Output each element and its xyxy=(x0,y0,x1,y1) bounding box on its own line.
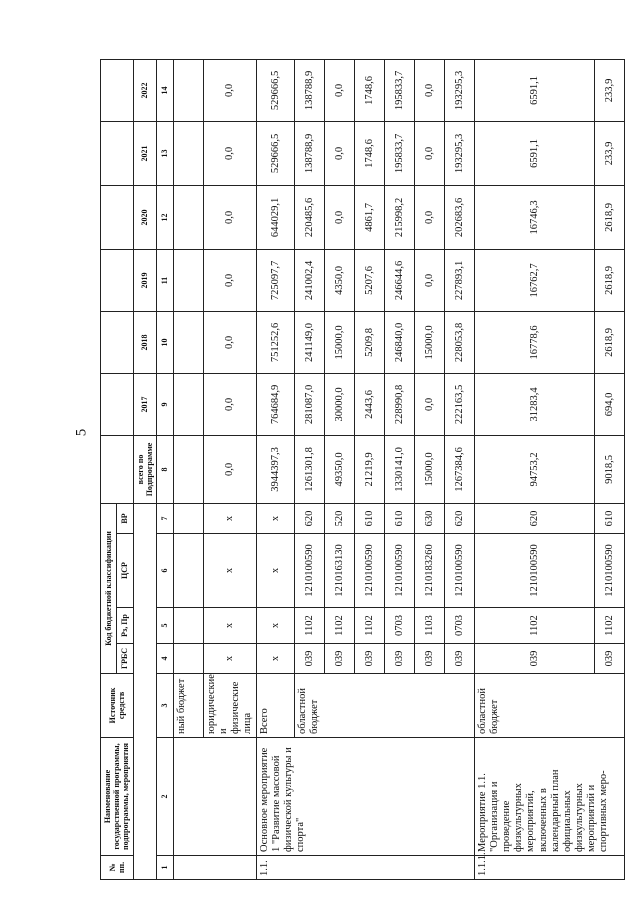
row-vr: 630 xyxy=(415,503,445,533)
row-csr: 1210100590 xyxy=(445,534,475,608)
row-vr: 620 xyxy=(295,503,325,533)
header-year-2018-top xyxy=(101,311,134,373)
column-index: 9 xyxy=(156,373,173,435)
table-row xyxy=(257,59,295,879)
row-value xyxy=(173,185,203,249)
row-value: 0,0 xyxy=(325,121,355,185)
row-value: 138788,9 xyxy=(295,121,325,185)
row-number: 1.1. xyxy=(257,856,475,880)
row-number: 1.1.1. xyxy=(475,856,625,880)
row-value: 233,9 xyxy=(595,59,625,121)
row-value: 16746,3 xyxy=(475,185,595,249)
row-source: ный бюджет xyxy=(173,674,203,738)
row-value: 0,0 xyxy=(415,59,445,121)
row-rzpr: х xyxy=(257,608,295,644)
row-vr: 610 xyxy=(595,503,625,533)
row-value: 0,0 xyxy=(203,121,256,185)
row-rzpr: 1102 xyxy=(475,608,595,644)
row-value: 15000,0 xyxy=(415,435,445,503)
row-grbs: 039 xyxy=(295,644,325,674)
row-value: 228990,8 xyxy=(385,373,415,435)
column-index: 10 xyxy=(156,311,173,373)
column-index: 2 xyxy=(156,738,173,856)
row-csr: х xyxy=(257,534,295,608)
column-index: 8 xyxy=(156,435,173,503)
row-name: Основное мероприятие 1 "Развитие массовой физической культуры и спорта" xyxy=(257,738,475,856)
row-grbs xyxy=(173,644,203,674)
row-rzpr xyxy=(173,608,203,644)
row-value: 764684,9 xyxy=(257,373,295,435)
header-year-2021: 2021 xyxy=(133,121,156,185)
row-csr: 1210100590 xyxy=(295,534,325,608)
row-value xyxy=(173,311,203,373)
column-index: 3 xyxy=(156,674,173,738)
row-name xyxy=(173,738,256,856)
row-vr: х xyxy=(257,503,295,533)
row-name: Мероприятие 1.1. "Организация и проведение физкультурных мероприятий, включенных в календарный план официальных физкультурных мероприятий и спортивных меро- xyxy=(475,738,625,856)
row-value: 220485,6 xyxy=(295,185,325,249)
row-value: 31283,4 xyxy=(475,373,595,435)
row-source: областной бюджет xyxy=(475,674,625,738)
row-value: 30000,0 xyxy=(325,373,355,435)
row-csr: 1210183260 xyxy=(415,534,445,608)
row-source: юридические и физические лица xyxy=(203,674,256,738)
row-number xyxy=(173,856,256,880)
row-value: 6591,1 xyxy=(475,121,595,185)
row-value: 227893,1 xyxy=(445,249,475,311)
row-value: 193295,3 xyxy=(445,59,475,121)
row-grbs: х xyxy=(257,644,295,674)
row-source: областной бюджет xyxy=(295,674,475,738)
row-value: 2618,9 xyxy=(595,185,625,249)
row-value: 5209,8 xyxy=(355,311,385,373)
row-value: 241002,4 xyxy=(295,249,325,311)
row-value: 241149,0 xyxy=(295,311,325,373)
row-value: 9018,5 xyxy=(595,435,625,503)
header-year-2019: 2019 xyxy=(133,249,156,311)
row-value: 233,9 xyxy=(595,121,625,185)
row-vr: 610 xyxy=(355,503,385,533)
row-value: 6591,1 xyxy=(475,59,595,121)
row-rzpr: 1102 xyxy=(595,608,625,644)
row-value: 529666,5 xyxy=(257,121,295,185)
row-value: 246840,0 xyxy=(385,311,415,373)
row-value: 16762,7 xyxy=(475,249,595,311)
row-value: 16778,6 xyxy=(475,311,595,373)
column-index: 13 xyxy=(156,121,173,185)
row-value: 0,0 xyxy=(415,121,445,185)
header-year-2017-top xyxy=(101,373,134,435)
row-value: 725097,7 xyxy=(257,249,295,311)
row-csr xyxy=(173,534,203,608)
row-value: 228053,8 xyxy=(445,311,475,373)
header-csr: ЦСР xyxy=(117,534,133,608)
row-csr: 1210100590 xyxy=(595,534,625,608)
row-rzpr: 1102 xyxy=(325,608,355,644)
row-value: 0,0 xyxy=(203,435,256,503)
header-year-2020: 2020 xyxy=(133,185,156,249)
document-sheet xyxy=(100,60,640,880)
row-value: 49350,0 xyxy=(325,435,355,503)
row-value: 5207,6 xyxy=(355,249,385,311)
column-index: 4 xyxy=(156,644,173,674)
column-index: 7 xyxy=(156,503,173,533)
row-value: 94753,2 xyxy=(475,435,595,503)
row-value: 1267384,6 xyxy=(445,435,475,503)
column-index: 6 xyxy=(156,534,173,608)
header-total: всего по Подпрограмме xyxy=(133,435,156,503)
row-rzpr: 1102 xyxy=(295,608,325,644)
row-value: 3944397,3 xyxy=(257,435,295,503)
row-rzpr: 0703 xyxy=(385,608,415,644)
row-csr: 1210163130 xyxy=(325,534,355,608)
row-value: 222163,5 xyxy=(445,373,475,435)
row-value: 195833,7 xyxy=(385,59,415,121)
row-value xyxy=(173,121,203,185)
row-value: 1748,6 xyxy=(355,121,385,185)
page-number: 5 xyxy=(73,428,90,437)
row-value: 1330141,0 xyxy=(385,435,415,503)
table-body xyxy=(173,59,624,879)
column-index-row xyxy=(156,59,173,879)
header-year-2022: 2022 xyxy=(133,59,156,121)
row-vr: 620 xyxy=(475,503,595,533)
row-value: 1748,6 xyxy=(355,59,385,121)
row-csr: 1210100590 xyxy=(475,534,595,608)
row-value: 0,0 xyxy=(203,249,256,311)
row-vr: 520 xyxy=(325,503,355,533)
row-value: 195833,7 xyxy=(385,121,415,185)
row-value: 215998,2 xyxy=(385,185,415,249)
header-grbs: ГРБС xyxy=(117,644,133,674)
row-value: 0,0 xyxy=(415,185,445,249)
row-grbs: 039 xyxy=(445,644,475,674)
column-index: 14 xyxy=(156,59,173,121)
row-value: 0,0 xyxy=(203,373,256,435)
row-value: 0,0 xyxy=(203,311,256,373)
row-value: 0,0 xyxy=(325,185,355,249)
row-value: 2618,9 xyxy=(595,311,625,373)
row-vr: 620 xyxy=(445,503,475,533)
row-source: Всего xyxy=(257,674,295,738)
header-vr: ВР xyxy=(117,503,133,533)
row-value: 694,0 xyxy=(595,373,625,435)
row-value: 2443,6 xyxy=(355,373,385,435)
header-year-2017: 2017 xyxy=(133,373,156,435)
row-rzpr: х xyxy=(203,608,256,644)
row-csr: х xyxy=(203,534,256,608)
row-rzpr: 0703 xyxy=(445,608,475,644)
header-year-2021-top xyxy=(101,121,134,185)
row-vr xyxy=(173,503,203,533)
row-value: 0,0 xyxy=(203,185,256,249)
row-value xyxy=(173,59,203,121)
row-grbs: х xyxy=(203,644,256,674)
row-vr: х xyxy=(203,503,256,533)
row-value: 246644,6 xyxy=(385,249,415,311)
row-grbs: 039 xyxy=(415,644,445,674)
table-row xyxy=(173,59,203,879)
budget-table xyxy=(100,59,625,880)
row-grbs: 039 xyxy=(595,644,625,674)
row-grbs: 039 xyxy=(355,644,385,674)
header-year-2020-top xyxy=(101,185,134,249)
row-rzpr: 1102 xyxy=(355,608,385,644)
row-vr: 610 xyxy=(385,503,415,533)
row-value: 193295,3 xyxy=(445,121,475,185)
table-row xyxy=(475,59,595,879)
row-value: 4861,7 xyxy=(355,185,385,249)
header-source: Источник средств xyxy=(101,674,134,738)
rotated-table-container xyxy=(100,60,620,880)
row-value xyxy=(173,435,203,503)
row-grbs: 039 xyxy=(385,644,415,674)
row-value: 0,0 xyxy=(415,249,445,311)
header-empty xyxy=(101,435,134,503)
row-value: 202683,6 xyxy=(445,185,475,249)
row-grbs: 039 xyxy=(325,644,355,674)
row-grbs: 039 xyxy=(475,644,595,674)
header-code-group: Код бюджетной классификации xyxy=(101,503,117,673)
row-value: 15000,0 xyxy=(415,311,445,373)
row-value xyxy=(173,249,203,311)
row-value xyxy=(173,373,203,435)
row-value: 138788,9 xyxy=(295,59,325,121)
row-value: 529666,5 xyxy=(257,59,295,121)
header-year-2019-top xyxy=(101,249,134,311)
row-value: 4350,0 xyxy=(325,249,355,311)
row-value: 644029,1 xyxy=(257,185,295,249)
header-year-2018: 2018 xyxy=(133,311,156,373)
column-index: 11 xyxy=(156,249,173,311)
row-csr: 1210100590 xyxy=(385,534,415,608)
row-value: 0,0 xyxy=(415,373,445,435)
row-value: 281087,0 xyxy=(295,373,325,435)
row-value: 0,0 xyxy=(325,59,355,121)
row-csr: 1210100590 xyxy=(355,534,385,608)
header-name: Наименование государственной программы, подпрограммы, мероприятия xyxy=(101,738,134,856)
column-index: 1 xyxy=(156,856,173,880)
row-value: 0,0 xyxy=(203,59,256,121)
row-value: 1261301,8 xyxy=(295,435,325,503)
header-year-2022-top xyxy=(101,59,134,121)
column-index: 5 xyxy=(156,608,173,644)
row-value: 21219,9 xyxy=(355,435,385,503)
header-num: № пп. xyxy=(101,856,134,880)
row-value: 751252,6 xyxy=(257,311,295,373)
row-rzpr: 1103 xyxy=(415,608,445,644)
header-rzpr: Рз, Пр xyxy=(117,608,133,644)
column-index: 12 xyxy=(156,185,173,249)
row-value: 2618,9 xyxy=(595,249,625,311)
row-value: 15000,0 xyxy=(325,311,355,373)
